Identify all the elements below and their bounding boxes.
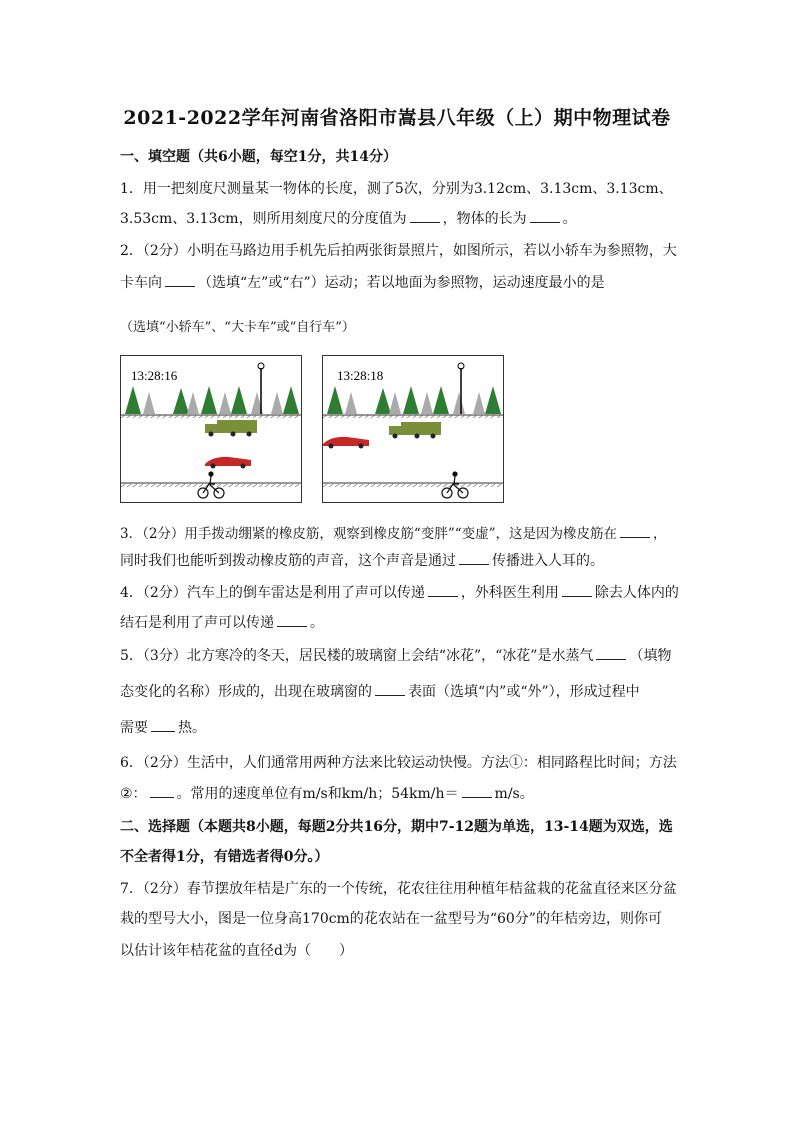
question-2-line-2 bbox=[120, 272, 680, 292]
answer-blank[interactable] bbox=[462, 785, 492, 798]
q2-text-c: （选填“小轿车”、“大卡车”或“自行车”） bbox=[120, 320, 355, 335]
q4-text-b1: 结石是利用了声可以传递 bbox=[120, 615, 274, 631]
question-5-line-2 bbox=[120, 681, 680, 701]
answer-blank[interactable] bbox=[165, 274, 195, 287]
question-2-line-1 bbox=[120, 240, 680, 260]
question-3-line-1 bbox=[120, 522, 680, 542]
q2-text-b1: 卡车向 bbox=[120, 275, 162, 291]
tree-row-icon bbox=[125, 386, 299, 414]
q7-text-c: 以估计该年桔花盆的直径d为（ ） bbox=[120, 943, 353, 959]
page-title: 2021-2022学年河南省洛阳市嵩县八年级（上）期中物理试卷 bbox=[123, 107, 671, 129]
answer-blank[interactable] bbox=[596, 647, 626, 660]
question-2-line-3 bbox=[120, 316, 680, 335]
answer-blank[interactable] bbox=[459, 552, 489, 565]
q1-text-b: 3.53cm、3.13cm，则所用刻度尺的分度值为 bbox=[120, 211, 407, 227]
q4-text-a3: 除去人体内的 bbox=[594, 585, 679, 601]
q6-text-b2: 。常用的速度单位有m/s和km/h；54km/h＝ bbox=[176, 786, 459, 802]
question-5-line-1 bbox=[120, 645, 680, 665]
section-2-heading-line-2: 不全者得1分，有错选者得0分。） bbox=[120, 849, 329, 865]
question-4-line-2 bbox=[120, 612, 680, 632]
q7-text-a: 7．（2分）春节摆放年桔是广东的一个传统，花农往往用种植年桔盆栽的花盆直径来区分盆 bbox=[120, 881, 677, 897]
q5-text-c1: 需要 bbox=[120, 720, 148, 736]
answer-blank[interactable] bbox=[375, 683, 405, 696]
q4-text-a1: 4．（2分）汽车上的倒车雷达是利用了声可以传递 bbox=[120, 585, 425, 601]
question-7-line-1 bbox=[120, 878, 680, 898]
answer-blank[interactable] bbox=[277, 614, 307, 627]
car-icon bbox=[323, 437, 369, 449]
answer-blank[interactable] bbox=[530, 210, 560, 223]
q4-text-b2: 。 bbox=[310, 615, 324, 631]
q4-text-a2: ，外科医生利用 bbox=[460, 585, 559, 601]
q5-text-a1: 5．（3分）北方寒冷的冬天，居民楼的玻璃窗上会结“冰花”，“冰花”是水蒸气 bbox=[120, 648, 594, 664]
q1-text-a: 1．用一把刻度尺测量某一物体的长度，测了5次，分别为3.12cm、3.13cm、3.13cm、 bbox=[120, 181, 673, 197]
section-2-heading-line-1: 二、选择题（本题共8小题，每题2分共16分，期中7-12题为单选，13-14题为双选，选 bbox=[120, 819, 673, 835]
question-1-line-2 bbox=[120, 208, 680, 228]
section-1-heading: 一、填空题（共6小题，每空1分，共14分） bbox=[120, 149, 397, 165]
street-photo-right bbox=[322, 355, 504, 503]
question-3-line-2 bbox=[120, 550, 680, 570]
q2-text-b2: （选填“左”或“右”）运动；若以地面为参照物，运动速度最小的是 bbox=[198, 275, 605, 291]
q6-text-b3: m/s。 bbox=[494, 786, 534, 802]
answer-blank[interactable] bbox=[428, 584, 458, 597]
q3-text-a1: 3．（2分）用手拨动绷紧的橡皮筋，观察到橡皮筋“变胖”“变虚”，这是因为橡皮筋在 bbox=[120, 526, 618, 542]
answer-blank[interactable] bbox=[562, 584, 592, 597]
q1-text-d: 。 bbox=[562, 211, 577, 227]
answer-blank[interactable] bbox=[150, 785, 174, 798]
q2-text-a: 2．（2分）小明在马路边用手机先后拍两张街景照片，如图所示，若以小轿车为参照物，大 bbox=[120, 243, 677, 259]
question-5-line-3 bbox=[120, 717, 680, 737]
q5-text-b1: 态变化的名称）形成的，出现在玻璃窗的 bbox=[120, 684, 372, 700]
q6-text-a: 6．（2分）生活中，人们通常用两种方法来比较运动快慢。方法①：相同路程比时间；方法 bbox=[120, 755, 677, 771]
q5-text-c2: 热。 bbox=[178, 720, 206, 736]
q7-text-b: 栽的型号大小，图是一位身高170cm的花农站在一盆型号为“60分”的年桔旁边，则你可 bbox=[120, 911, 662, 927]
answer-blank[interactable] bbox=[151, 719, 175, 732]
truck-icon bbox=[205, 420, 257, 437]
question-6-line-2 bbox=[120, 783, 680, 803]
q5-text-b2: 表面（选填“内”或“外”），形成过程中 bbox=[408, 684, 640, 700]
q3-text-b1: 同时我们也能听到拨动橡皮筋的声音，这个声音是通过 bbox=[120, 553, 456, 569]
question-6-line-1 bbox=[120, 752, 680, 772]
timestamp-right: 13:28:18 bbox=[337, 368, 384, 383]
q3-text-b2: 传播进入人耳的。 bbox=[492, 553, 604, 569]
tree-row-icon bbox=[327, 386, 501, 414]
q5-text-a2: （填物 bbox=[629, 648, 672, 664]
answer-blank[interactable] bbox=[620, 525, 650, 538]
question-7-line-3 bbox=[120, 940, 680, 960]
q3-text-a2: ， bbox=[653, 526, 667, 542]
answer-blank[interactable] bbox=[410, 210, 440, 223]
question-4-line-1 bbox=[120, 582, 680, 602]
timestamp-left: 13:28:16 bbox=[131, 368, 178, 383]
street-photo-left bbox=[120, 355, 302, 503]
q1-text-c: ，物体的长为 bbox=[442, 211, 527, 227]
car-icon bbox=[205, 457, 251, 469]
truck-icon bbox=[389, 422, 441, 439]
question-7-line-2 bbox=[120, 908, 680, 928]
question-1-line-1 bbox=[120, 178, 680, 198]
q6-text-b1: ②： bbox=[120, 786, 147, 802]
